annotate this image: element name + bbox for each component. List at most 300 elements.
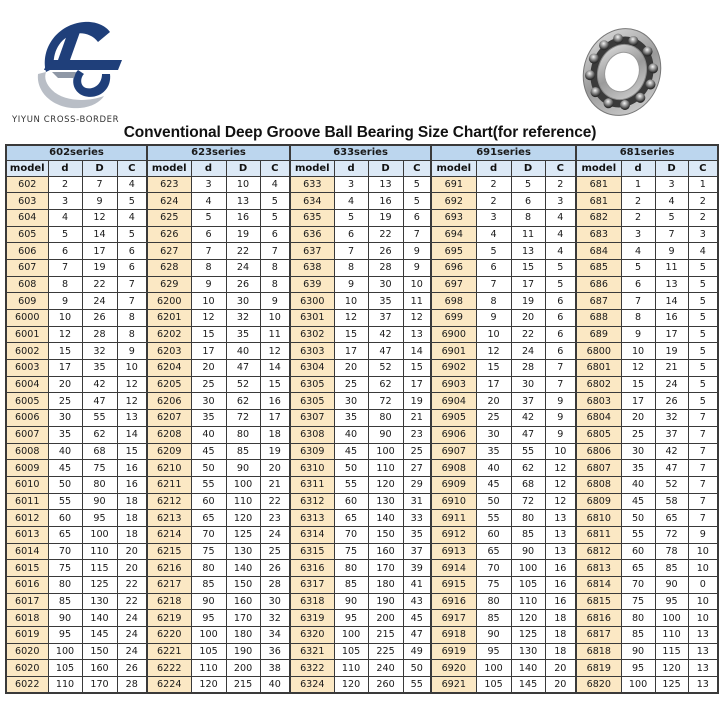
model-cell: 6210 [147,460,191,477]
model-cell: 636 [290,226,334,243]
dimension-cell: 9 [82,193,117,210]
model-cell: 635 [290,209,334,226]
dimension-cell: 85 [511,526,545,543]
model-cell: 6308 [290,426,334,443]
dimension-cell: 110 [655,627,688,644]
dimension-cell: 6 [545,293,576,310]
model-cell: 6007 [6,426,48,443]
dimension-cell: 25 [334,376,368,393]
dimension-cell: 5 [334,209,368,226]
dimension-cell: 13 [403,326,431,343]
model-cell: 6918 [431,627,476,644]
dimension-cell: 160 [82,660,117,677]
series-header: 633series [290,145,431,160]
dimension-cell: 95 [334,610,368,627]
dimension-cell: 32 [82,343,117,360]
dimension-cell: 65 [621,560,655,577]
dimension-cell: 145 [82,627,117,644]
dimension-cell: 4 [688,243,718,260]
dimension-cell: 50 [476,493,511,510]
dimension-cell: 170 [82,677,117,694]
dimension-cell: 5 [688,259,718,276]
series-header: 623series [147,145,290,160]
dimension-cell: 47 [511,426,545,443]
dimension-cell: 65 [48,526,82,543]
dimension-cell: 21 [655,360,688,377]
model-cell: 683 [576,226,621,243]
dimension-cell: 100 [621,677,655,694]
dimension-cell: 25 [191,376,226,393]
model-cell: 6217 [147,577,191,594]
model-cell: 625 [147,209,191,226]
model-cell: 6917 [431,610,476,627]
dimension-cell: 17 [621,393,655,410]
dimension-cell: 13 [688,677,718,694]
dimension-cell: 6 [334,226,368,243]
model-cell: 6305 [290,376,334,393]
dimension-cell: 16 [260,393,290,410]
dimension-cell: 80 [48,577,82,594]
table-row [6,560,718,577]
dimension-cell: 5 [260,193,290,210]
dimension-cell: 35 [334,410,368,427]
dimension-cell: 78 [655,543,688,560]
ball-bearing-icon [574,24,670,120]
dimension-cell: 170 [368,560,403,577]
model-cell: 633 [290,176,334,193]
dimension-cell: 22 [368,226,403,243]
column-header-c: C [688,160,718,176]
model-cell: 6316 [290,560,334,577]
dimension-cell: 80 [82,476,117,493]
model-cell: 6224 [147,677,191,694]
model-cell: 6814 [576,577,621,594]
dimension-cell: 19 [82,259,117,276]
dimension-cell: 2 [688,193,718,210]
model-cell: 694 [431,226,476,243]
dimension-cell: 80 [191,560,226,577]
model-cell: 698 [431,293,476,310]
dimension-cell: 22 [117,577,147,594]
dimension-cell: 5 [545,276,576,293]
model-cell: 6206 [147,393,191,410]
model-cell: 6014 [6,543,48,560]
dimension-cell: 90 [621,643,655,660]
table-row [6,526,718,543]
dimension-cell: 100 [655,610,688,627]
dimension-cell: 15 [511,259,545,276]
dimension-cell: 1 [621,176,655,193]
dimension-cell: 65 [476,543,511,560]
model-cell: 6018 [6,610,48,627]
dimension-cell: 20 [511,310,545,327]
dimension-cell: 85 [476,610,511,627]
model-cell: 6910 [431,493,476,510]
dimension-cell: 140 [82,610,117,627]
dimension-cell: 11 [655,259,688,276]
model-cell: 6011 [6,493,48,510]
dimension-cell: 24 [117,610,147,627]
dimension-cell: 15 [403,360,431,377]
dimension-cell: 95 [655,593,688,610]
dimension-cell: 75 [334,543,368,560]
dimension-cell: 42 [511,410,545,427]
dimension-cell: 85 [226,443,260,460]
model-cell: 605 [6,226,48,243]
dimension-cell: 32 [655,410,688,427]
dimension-cell: 58 [655,493,688,510]
dimension-cell: 27 [403,460,431,477]
column-header-model: model [290,160,334,176]
dimension-cell: 14 [260,360,290,377]
dimension-cell: 25 [621,426,655,443]
dimension-cell: 100 [48,643,82,660]
model-cell: 6321 [290,643,334,660]
model-cell: 6301 [290,310,334,327]
dimension-cell: 10 [48,310,82,327]
model-cell: 699 [431,310,476,327]
dimension-cell: 100 [476,660,511,677]
model-cell: 6303 [290,343,334,360]
dimension-cell: 105 [476,677,511,694]
dimension-cell: 17 [655,326,688,343]
dimension-cell: 0 [688,577,718,594]
dimension-cell: 24 [226,259,260,276]
table-row [6,443,718,460]
yiyun-logo-icon [18,12,128,112]
dimension-cell: 55 [621,526,655,543]
dimension-cell: 30 [48,410,82,427]
dimension-cell: 29 [403,476,431,493]
table-row [6,610,718,627]
dimension-cell: 22 [226,243,260,260]
dimension-cell: 49 [403,643,431,660]
model-cell: 697 [431,276,476,293]
dimension-cell: 18 [545,643,576,660]
dimension-cell: 85 [621,627,655,644]
dimension-cell: 180 [368,577,403,594]
model-cell: 6216 [147,560,191,577]
dimension-cell: 12 [403,310,431,327]
model-cell: 6013 [6,526,48,543]
dimension-cell: 240 [368,660,403,677]
dimension-cell: 19 [403,393,431,410]
dimension-cell: 4 [191,193,226,210]
model-cell: 6307 [290,410,334,427]
dimension-cell: 215 [368,627,403,644]
dimension-cell: 14 [117,426,147,443]
dimension-cell: 10 [688,593,718,610]
model-cell: 6800 [576,343,621,360]
model-cell: 6905 [431,410,476,427]
dimension-cell: 65 [334,510,368,527]
dimension-cell: 4 [117,209,147,226]
model-cell: 6808 [576,476,621,493]
dimension-cell: 14 [403,343,431,360]
dimension-cell: 5 [511,176,545,193]
model-cell: 6218 [147,593,191,610]
dimension-cell: 100 [334,627,368,644]
dimension-cell: 80 [476,593,511,610]
model-cell: 6314 [290,526,334,543]
dimension-cell: 13 [117,410,147,427]
dimension-cell: 5 [117,193,147,210]
model-cell: 681 [576,176,621,193]
dimension-cell: 5 [655,209,688,226]
dimension-cell: 42 [655,443,688,460]
dimension-cell: 55 [476,510,511,527]
dimension-cell: 12 [334,310,368,327]
model-cell: 6213 [147,510,191,527]
dimension-cell: 17 [403,376,431,393]
dimension-cell: 8 [260,259,290,276]
dimension-cell: 7 [403,226,431,243]
dimension-cell: 140 [511,660,545,677]
model-cell: 6816 [576,610,621,627]
dimension-cell: 19 [260,443,290,460]
dimension-cell: 13 [545,543,576,560]
dimension-cell: 6 [476,259,511,276]
column-header-c: C [403,160,431,176]
dimension-cell: 6 [117,259,147,276]
dimension-cell: 5 [688,293,718,310]
dimension-cell: 90 [48,610,82,627]
dimension-cell: 42 [368,326,403,343]
dimension-cell: 4 [545,243,576,260]
model-cell: 695 [431,243,476,260]
dimension-cell: 115 [82,560,117,577]
dimension-cell: 10 [621,343,655,360]
dimension-cell: 20 [117,543,147,560]
model-cell: 6211 [147,476,191,493]
dimension-cell: 8 [48,276,82,293]
model-cell: 6324 [290,677,334,694]
dimension-cell: 26 [368,243,403,260]
dimension-cell: 28 [368,259,403,276]
dimension-cell: 90 [191,593,226,610]
column-header-outer-d: D [368,160,403,176]
column-header-outer-d: D [226,160,260,176]
dimension-cell: 5 [545,259,576,276]
bearing-size-table [5,144,719,694]
dimension-cell: 37 [403,543,431,560]
dimension-cell: 22 [117,593,147,610]
dimension-cell: 5 [621,259,655,276]
dimension-cell: 2 [48,176,82,193]
dimension-cell: 85 [334,577,368,594]
model-cell: 6212 [147,493,191,510]
dimension-cell: 7 [688,410,718,427]
table-row [6,426,718,443]
dimension-cell: 36 [260,643,290,660]
series-header-row [6,145,718,160]
model-cell: 6201 [147,310,191,327]
dimension-cell: 160 [368,543,403,560]
dimension-cell: 3 [545,193,576,210]
dimension-cell: 65 [191,510,226,527]
dimension-cell: 45 [48,460,82,477]
model-cell: 6903 [431,376,476,393]
series-header: 602series [6,145,147,160]
dimension-cell: 72 [226,410,260,427]
model-cell: 6901 [431,343,476,360]
dimension-cell: 12 [117,376,147,393]
dimension-cell: 18 [260,426,290,443]
model-cell: 6020 [6,643,48,660]
dimension-cell: 3 [476,209,511,226]
dimension-cell: 20 [117,560,147,577]
model-cell: 628 [147,259,191,276]
dimension-cell: 110 [226,493,260,510]
dimension-cell: 95 [191,610,226,627]
dimension-cell: 9 [191,276,226,293]
dimension-cell: 40 [260,677,290,694]
dimension-cell: 75 [48,560,82,577]
dimension-cell: 40 [191,426,226,443]
model-cell: 6008 [6,443,48,460]
dimension-cell: 3 [655,176,688,193]
model-cell: 604 [6,209,48,226]
model-cell: 638 [290,259,334,276]
dimension-cell: 100 [368,443,403,460]
table-row [6,510,718,527]
dimension-cell: 9 [476,310,511,327]
dimension-cell: 13 [688,660,718,677]
dimension-cell: 62 [82,426,117,443]
dimension-cell: 47 [226,360,260,377]
dimension-cell: 26 [117,660,147,677]
table-row [6,360,718,377]
dimension-cell: 26 [260,560,290,577]
dimension-cell: 7 [117,293,147,310]
dimension-cell: 105 [191,643,226,660]
dimension-cell: 70 [191,526,226,543]
dimension-cell: 35 [226,326,260,343]
dimension-cell: 85 [48,593,82,610]
column-header-c: C [545,160,576,176]
dimension-cell: 75 [82,460,117,477]
dimension-cell: 62 [226,393,260,410]
dimension-cell: 95 [82,510,117,527]
dimension-cell: 12 [545,460,576,477]
dimension-cell: 16 [655,310,688,327]
dimension-cell: 45 [334,443,368,460]
dimension-cell: 13 [688,627,718,644]
dimension-cell: 5 [688,310,718,327]
model-cell: 6207 [147,410,191,427]
dimension-cell: 140 [226,560,260,577]
dimension-cell: 70 [621,577,655,594]
column-header-outer-d: D [511,160,545,176]
table-row [6,643,718,660]
dimension-cell: 26 [655,393,688,410]
dimension-cell: 120 [511,610,545,627]
dimension-cell: 7 [191,243,226,260]
column-header-d: d [48,160,82,176]
dimension-cell: 215 [226,677,260,694]
model-cell: 691 [431,176,476,193]
dimension-cell: 70 [334,526,368,543]
table-row [6,226,718,243]
dimension-cell: 17 [476,376,511,393]
dimension-cell: 4 [545,209,576,226]
model-cell: 6907 [431,443,476,460]
model-cell: 6312 [290,493,334,510]
dimension-cell: 16 [545,560,576,577]
dimension-cell: 200 [368,610,403,627]
model-cell: 6804 [576,410,621,427]
dimension-cell: 20 [545,677,576,694]
dimension-cell: 47 [655,460,688,477]
dimension-cell: 5 [48,226,82,243]
model-cell: 607 [6,259,48,276]
dimension-cell: 125 [82,577,117,594]
dimension-cell: 110 [48,677,82,694]
model-cell: 6010 [6,476,48,493]
model-cell: 6313 [290,510,334,527]
dimension-cell: 8 [191,259,226,276]
dimension-cell: 8 [621,310,655,327]
dimension-cell: 6 [191,226,226,243]
dimension-cell: 34 [260,627,290,644]
dimension-cell: 80 [621,610,655,627]
dimension-cell: 4 [476,226,511,243]
dimension-cell: 110 [334,660,368,677]
dimension-cell: 7 [688,476,718,493]
model-cell: 6807 [576,460,621,477]
dimension-cell: 2 [476,176,511,193]
dimension-cell: 37 [511,393,545,410]
dimension-cell: 8 [334,259,368,276]
dimension-cell: 14 [82,226,117,243]
dimension-cell: 16 [117,460,147,477]
dimension-cell: 3 [48,193,82,210]
model-cell: 6019 [6,627,48,644]
dimension-cell: 50 [403,660,431,677]
dimension-cell: 6 [545,310,576,327]
dimension-cell: 24 [655,376,688,393]
dimension-cell: 5 [191,209,226,226]
dimension-cell: 9 [655,243,688,260]
dimension-cell: 130 [368,493,403,510]
dimension-cell: 23 [403,426,431,443]
dimension-cell: 100 [82,526,117,543]
dimension-cell: 130 [82,593,117,610]
model-cell: 6202 [147,326,191,343]
dimension-cell: 25 [48,393,82,410]
dimension-cell: 2 [621,209,655,226]
dimension-cell: 70 [48,543,82,560]
dimension-cell: 24 [511,343,545,360]
model-cell: 6912 [431,526,476,543]
model-cell: 634 [290,193,334,210]
dimension-cell: 20 [621,410,655,427]
dimension-cell: 200 [226,660,260,677]
dimension-cell: 19 [368,209,403,226]
model-cell: 6319 [290,610,334,627]
dimension-cell: 62 [511,460,545,477]
table-row [6,326,718,343]
dimension-cell: 40 [476,460,511,477]
dimension-cell: 80 [226,426,260,443]
dimension-cell: 72 [655,526,688,543]
dimension-cell: 21 [260,476,290,493]
dimension-cell: 14 [655,293,688,310]
dimension-cell: 150 [82,643,117,660]
dimension-cell: 15 [260,376,290,393]
dimension-cell: 150 [226,577,260,594]
dimension-cell: 35 [191,410,226,427]
